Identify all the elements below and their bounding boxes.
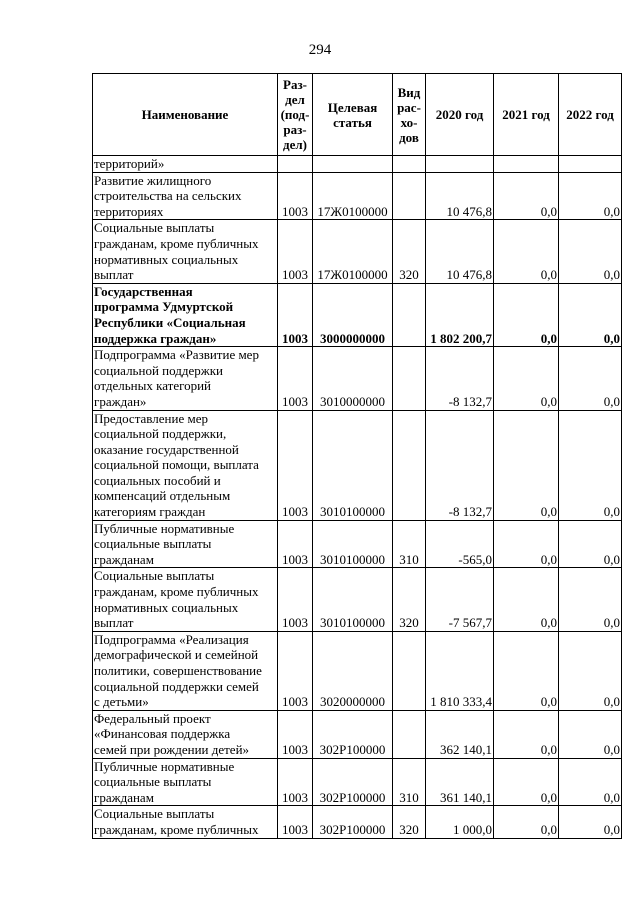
- row-razdel: 1003: [278, 410, 313, 520]
- row-vid: [393, 172, 426, 220]
- row-2020: 10 476,8: [426, 172, 494, 220]
- row-name: Публичные нормативные социальные выплаты гражданам: [93, 758, 278, 806]
- row-celevaya: 17Ж0100000: [313, 172, 393, 220]
- row-2020: 10 476,8: [426, 220, 494, 283]
- row-celevaya: 302P100000: [313, 710, 393, 758]
- row-vid: [393, 410, 426, 520]
- row-2020: -8 132,7: [426, 347, 494, 410]
- row-razdel: 1003: [278, 631, 313, 710]
- row-razdel: 1003: [278, 172, 313, 220]
- row-2020: 1 810 333,4: [426, 631, 494, 710]
- row-celevaya: 3010100000: [313, 520, 393, 568]
- row-vid: 310: [393, 520, 426, 568]
- row-vid: 320: [393, 568, 426, 631]
- row-name: Социальные выплаты гражданам, кроме публичных нормативных социальных выплат: [93, 568, 278, 631]
- row-name: Подпрограмма «Реализация демографической и семейной политики, совершенствование социальной поддержки семей с детьми»: [93, 631, 278, 710]
- row-name: Социальные выплаты гражданам, кроме публичных: [93, 806, 278, 838]
- table-body: [93, 156, 622, 839]
- header-vid-rashodov: Вид рас- хо- дов: [393, 74, 426, 156]
- row-2020: -565,0: [426, 520, 494, 568]
- row-razdel: [278, 156, 313, 173]
- table-row: [93, 220, 622, 283]
- row-vid: [393, 156, 426, 173]
- table-row: [93, 347, 622, 410]
- table-header-row: [93, 74, 622, 156]
- row-name: Федеральный проект «Финансовая поддержка семей при рождении детей»: [93, 710, 278, 758]
- row-razdel: 1003: [278, 220, 313, 283]
- budget-table: [92, 73, 622, 839]
- row-vid: [393, 631, 426, 710]
- row-vid: 320: [393, 220, 426, 283]
- row-2021: 0,0: [494, 758, 559, 806]
- row-razdel: 1003: [278, 568, 313, 631]
- row-celevaya: 3020000000: [313, 631, 393, 710]
- row-2020: 1 802 200,7: [426, 283, 494, 346]
- row-2022: 0,0: [559, 631, 622, 710]
- row-celevaya: 3010100000: [313, 568, 393, 631]
- row-2021: 0,0: [494, 172, 559, 220]
- header-name: Наименование: [93, 74, 278, 156]
- row-2020: [426, 156, 494, 173]
- row-vid: 310: [393, 758, 426, 806]
- row-2021: 0,0: [494, 283, 559, 346]
- row-celevaya: [313, 156, 393, 173]
- row-2021: 0,0: [494, 520, 559, 568]
- row-razdel: 1003: [278, 283, 313, 346]
- row-vid: [393, 347, 426, 410]
- header-year-2020: 2020 год: [426, 74, 494, 156]
- table-row: [93, 758, 622, 806]
- table-row: [93, 806, 622, 838]
- header-razdel: Раз- дел (под- раз- дел): [278, 74, 313, 156]
- table-row: [93, 710, 622, 758]
- row-name: территорий»: [93, 156, 278, 173]
- row-celevaya: 3010100000: [313, 410, 393, 520]
- row-2022: 0,0: [559, 283, 622, 346]
- row-razdel: 1003: [278, 347, 313, 410]
- row-name: Подпрограмма «Развитие мер социальной поддержки отдельных категорий граждан»: [93, 347, 278, 410]
- row-2022: 0,0: [559, 220, 622, 283]
- row-razdel: 1003: [278, 520, 313, 568]
- row-celevaya: 3000000000: [313, 283, 393, 346]
- row-2021: 0,0: [494, 220, 559, 283]
- row-vid: [393, 283, 426, 346]
- table-row: [93, 568, 622, 631]
- row-2021: 0,0: [494, 410, 559, 520]
- table-row-program: [93, 283, 622, 346]
- row-celevaya: 302P100000: [313, 758, 393, 806]
- row-razdel: 1003: [278, 710, 313, 758]
- table-row: [93, 172, 622, 220]
- table-row: [93, 520, 622, 568]
- row-2022: 0,0: [559, 806, 622, 838]
- table-row: [93, 156, 622, 173]
- row-2021: 0,0: [494, 568, 559, 631]
- row-2020: -7 567,7: [426, 568, 494, 631]
- row-razdel: 1003: [278, 758, 313, 806]
- row-celevaya: 3010000000: [313, 347, 393, 410]
- row-celevaya: 17Ж0100000: [313, 220, 393, 283]
- row-2022: 0,0: [559, 347, 622, 410]
- row-2021: 0,0: [494, 631, 559, 710]
- row-name: Предоставление мер социальной поддержки, оказание государственной социальной помощи, выплата социальных пособий и компенсаций отдельным категориям граждан: [93, 410, 278, 520]
- header-year-2021: 2021 год: [494, 74, 559, 156]
- page-number: 294: [308, 42, 332, 58]
- row-razdel: 1003: [278, 806, 313, 838]
- row-name: Развитие жилищного строительства на сельских территориях: [93, 172, 278, 220]
- row-2020: 1 000,0: [426, 806, 494, 838]
- row-vid: [393, 710, 426, 758]
- row-celevaya: 302P100000: [313, 806, 393, 838]
- row-2022: 0,0: [559, 410, 622, 520]
- row-2020: -8 132,7: [426, 410, 494, 520]
- row-2021: 0,0: [494, 710, 559, 758]
- row-2022: 0,0: [559, 568, 622, 631]
- row-2022: 0,0: [559, 172, 622, 220]
- row-2022: 0,0: [559, 710, 622, 758]
- row-2020: 362 140,1: [426, 710, 494, 758]
- row-vid: 320: [393, 806, 426, 838]
- row-2021: [494, 156, 559, 173]
- table-row: [93, 410, 622, 520]
- row-2022: [559, 156, 622, 173]
- row-2022: 0,0: [559, 520, 622, 568]
- row-name: Социальные выплаты гражданам, кроме публичных нормативных социальных выплат: [93, 220, 278, 283]
- table-row: [93, 631, 622, 710]
- row-name: Государственная программа Удмуртской Республики «Социальная поддержка граждан»: [93, 283, 278, 346]
- header-celevaya-statya: Целевая статья: [313, 74, 393, 156]
- row-name: Публичные нормативные социальные выплаты гражданам: [93, 520, 278, 568]
- header-year-2022: 2022 год: [559, 74, 622, 156]
- row-2021: 0,0: [494, 347, 559, 410]
- row-2021: 0,0: [494, 806, 559, 838]
- row-2022: 0,0: [559, 758, 622, 806]
- row-2020: 361 140,1: [426, 758, 494, 806]
